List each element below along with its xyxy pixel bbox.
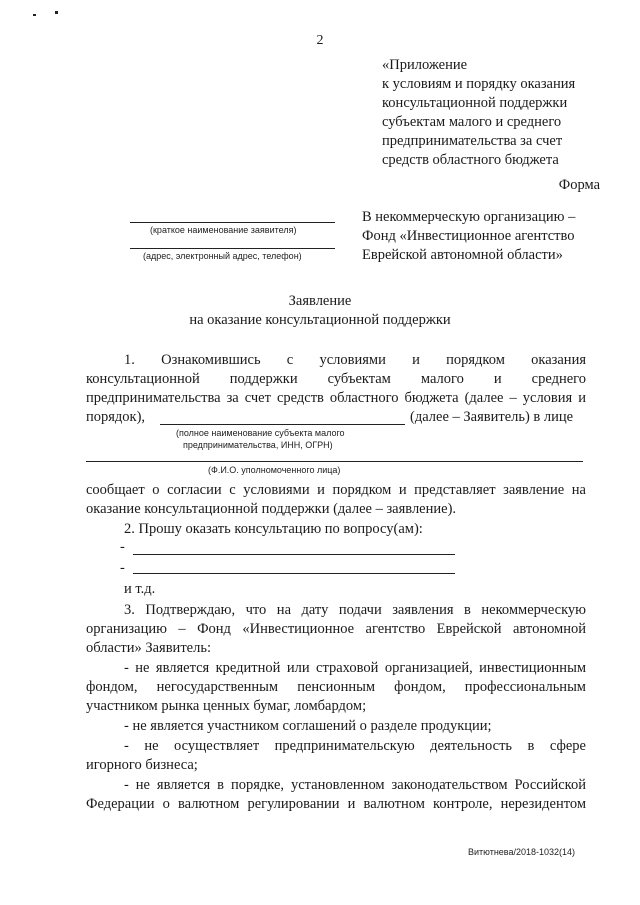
applicant-name-caption: (краткое наименование заявителя) — [150, 225, 297, 235]
s3-bullet: участником рынка ценных бумаг, ломбардом; — [86, 698, 367, 714]
entity-name-field[interactable] — [160, 424, 405, 425]
appendix-line: «Приложение — [382, 57, 468, 73]
applicant-name-field[interactable] — [130, 222, 335, 223]
page-number: 2 — [316, 33, 324, 48]
s3-line: организацию – Фонд «Инвестиционное агентство Еврейской автономной — [86, 621, 586, 637]
appendix-line: субъектам малого и среднего — [382, 114, 562, 130]
s1-line: сообщает о согласии с условиями и порядком и представляет заявление на — [86, 482, 586, 498]
s1-line: предпринимательства за счет средств областного бюджета (далее – условия и — [86, 390, 586, 406]
applicant-address-field[interactable] — [130, 248, 335, 249]
representative-field[interactable] — [86, 461, 583, 462]
recipient-line: В некоммерческую организацию – — [362, 209, 576, 225]
s3-bullet: фондом, негосударственным пенсионным фондом, профессиональным — [86, 679, 586, 695]
s1-line-end: (далее – Заявитель) в лице — [410, 409, 574, 425]
s3-bullet: - не осуществляет предпринимательскую деятельность в сфере — [124, 738, 586, 754]
appendix-line: предпринимательства за счет — [382, 133, 563, 149]
footer-code: Витютнева/2018-1032(14) — [468, 847, 576, 857]
s1-line-start: порядок), — [86, 409, 146, 425]
applicant-address-caption: (адрес, электронный адрес, телефон) — [143, 251, 302, 261]
s1-line: консультационной поддержки субъектам малого и среднего — [86, 371, 586, 387]
scan-mark — [55, 11, 58, 14]
recipient-line: Еврейской автономной области» — [362, 247, 563, 263]
s3-line: области» Заявитель: — [86, 640, 211, 656]
form-label: Форма — [558, 177, 600, 193]
s3-line: 3. Подтверждаю, что на дату подачи заявления в некоммерческую — [124, 602, 586, 618]
entity-caption: предпринимательства, ИНН, ОГРН) — [183, 440, 333, 450]
s2-heading: 2. Прошу оказать консультацию по вопросу(ам): — [124, 521, 423, 537]
scan-mark — [33, 14, 36, 16]
s3-bullet: - не является кредитной или страховой организацией, инвестиционным — [124, 660, 586, 676]
s1-line: 1. Ознакомившись с условиями и порядком оказания — [124, 352, 586, 368]
entity-caption: (полное наименование субъекта малого — [176, 428, 345, 438]
appendix-line: к условиям и порядку оказания — [382, 76, 576, 92]
appendix-block — [382, 56, 632, 170]
s2-dash: - — [120, 560, 125, 576]
question-field-1[interactable] — [133, 554, 455, 555]
s3-bullet: Федерации о валютном регулировании и валютном контроле, нерезидентом — [86, 796, 586, 812]
s3-bullet: игорного бизнеса; — [86, 757, 198, 773]
s3-bullet: - не является участником соглашений о разделе продукции; — [124, 718, 492, 734]
document-subtitle: на оказание консультационной поддержки — [189, 312, 451, 328]
recipient-line: Фонд «Инвестиционное агентство — [362, 228, 575, 244]
question-field-2[interactable] — [133, 573, 455, 574]
document-title: Заявление — [288, 293, 352, 309]
s2-dash: - — [120, 539, 125, 555]
s1-line: оказание консультационной поддержки (далее – заявление). — [86, 501, 457, 517]
s3-bullet: - не является в порядке, установленном законодательством Российской — [124, 777, 586, 793]
s2-etc: и т.д. — [124, 581, 156, 597]
appendix-line: консультационной поддержки — [382, 95, 568, 111]
appendix-line: средств областного бюджета — [382, 152, 559, 168]
recipient-block — [362, 208, 632, 265]
representative-caption: (Ф.И.О. уполномоченного лица) — [208, 465, 341, 475]
